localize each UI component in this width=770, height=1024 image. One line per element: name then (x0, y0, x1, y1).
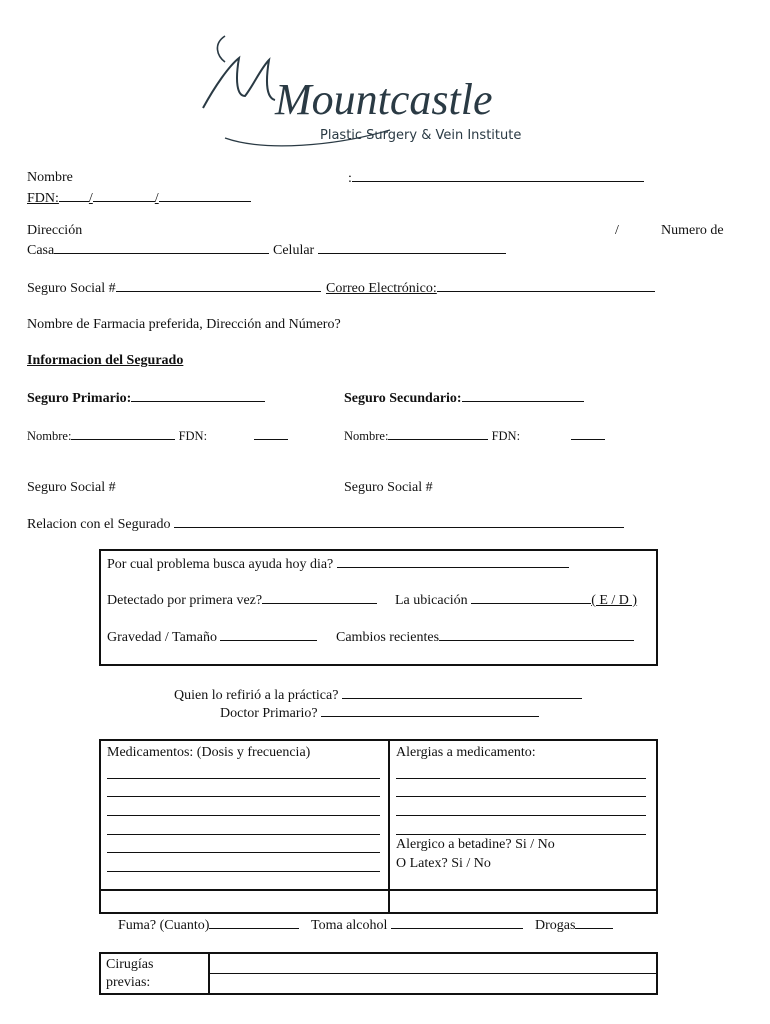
recent-changes-field[interactable] (336, 629, 634, 646)
cell-label: Celular (273, 243, 315, 258)
reason-label: Por cual problema busca ayuda hoy dia? (107, 557, 334, 572)
home-label: Casa (27, 243, 55, 258)
primary-name-label: Nombre: (27, 429, 72, 443)
pharmacy-label: Nombre de Farmacia preferida, Dirección and Número? (27, 317, 341, 332)
side-label: ( E / D ) (591, 593, 638, 608)
name-field[interactable] (348, 170, 644, 187)
house-number-label: Numero de (661, 223, 724, 238)
allergies-line[interactable] (396, 834, 646, 835)
smoke-field[interactable] (118, 917, 299, 934)
email-label: Correo Electrónico: (326, 281, 437, 296)
primary-dob-field[interactable] (254, 428, 288, 445)
medical-table (99, 739, 658, 914)
home-phone-field[interactable] (27, 242, 269, 259)
dob-sep-1: / (88, 191, 93, 206)
referred-by-label: Quien lo refirió a la práctica? (174, 688, 339, 703)
medications-line[interactable] (107, 834, 380, 835)
reason-field[interactable] (107, 556, 569, 573)
drugs-field[interactable] (535, 917, 613, 934)
betadine-label: Alergico a betadine? Si / No (396, 837, 555, 852)
medications-line[interactable] (107, 815, 380, 816)
relation-label: Relacion con el Segurado (27, 517, 171, 532)
latex-label: O Latex? Si / No (396, 856, 491, 871)
secondary-name-label: Nombre: (344, 429, 389, 443)
secondary-ssn-label: Seguro Social # (344, 480, 433, 495)
insured-section-title: Informacion del Segurado (27, 353, 184, 368)
medications-line[interactable] (107, 871, 380, 872)
smoke-label: Fuma? (Cuanto) (118, 918, 210, 933)
location-label: La ubicación (395, 593, 468, 608)
primary-doctor-field[interactable] (220, 705, 539, 722)
address-sep: / (615, 223, 619, 238)
dob-field[interactable] (27, 190, 251, 207)
medications-line[interactable] (107, 778, 380, 779)
primary-ssn-label: Seguro Social # (27, 480, 116, 495)
medications-label: Medicamentos: (Dosis y frecuencia) (107, 745, 311, 760)
medical-table-divider (388, 739, 390, 914)
medical-table-footer-line (99, 889, 658, 891)
logo-tagline: Plastic Surgery & Vein Institute (320, 128, 522, 143)
secondary-dob-label: FDN: (491, 429, 521, 443)
allergies-line[interactable] (396, 815, 646, 816)
primary-insurance-field[interactable] (27, 390, 265, 407)
primary-doctor-label: Doctor Primario? (220, 706, 318, 721)
drugs-label: Drogas (535, 918, 576, 933)
dob-label: FDN: (27, 191, 59, 206)
email-field[interactable] (326, 280, 655, 297)
primary-name-field[interactable] (27, 428, 207, 444)
secondary-name-field[interactable] (344, 428, 520, 444)
address-label: Dirección (27, 223, 83, 238)
medications-line[interactable] (107, 796, 380, 797)
ssn-field[interactable] (27, 280, 321, 297)
relation-field[interactable] (27, 516, 624, 533)
alcohol-field[interactable] (311, 917, 523, 934)
name-label: Nombre (27, 170, 73, 185)
recent-changes-label: Cambios recientes (336, 630, 440, 645)
severity-label: Gravedad / Tamaño (107, 630, 217, 645)
ssn-label: Seguro Social # (27, 281, 116, 296)
primary-insurance-label: Seguro Primario: (27, 391, 132, 406)
name-colon: : (348, 171, 352, 186)
dob-sep-2: / (154, 191, 159, 206)
referred-by-field[interactable] (174, 687, 582, 704)
surgeries-label: Cirugías previas: (106, 957, 154, 990)
secondary-insurance-field[interactable] (344, 390, 584, 407)
allergies-label: Alergias a medicamento: (396, 745, 536, 760)
alcohol-label: Toma alcohol (311, 918, 388, 933)
first-detected-field[interactable] (107, 592, 377, 609)
medications-line[interactable] (107, 852, 380, 853)
primary-dob-label: FDN: (178, 429, 208, 443)
secondary-insurance-label: Seguro Secundario: (344, 391, 462, 406)
surgeries-row-line[interactable] (210, 973, 656, 974)
location-field[interactable] (395, 592, 637, 609)
first-detected-label: Detectado por primera vez? (107, 593, 263, 608)
secondary-dob-field[interactable] (571, 428, 605, 445)
cell-field[interactable] (273, 242, 506, 259)
allergies-line[interactable] (396, 796, 646, 797)
logo-wordmark: Mountcastle (275, 75, 493, 124)
allergies-line[interactable] (396, 778, 646, 779)
severity-field[interactable] (107, 629, 317, 646)
